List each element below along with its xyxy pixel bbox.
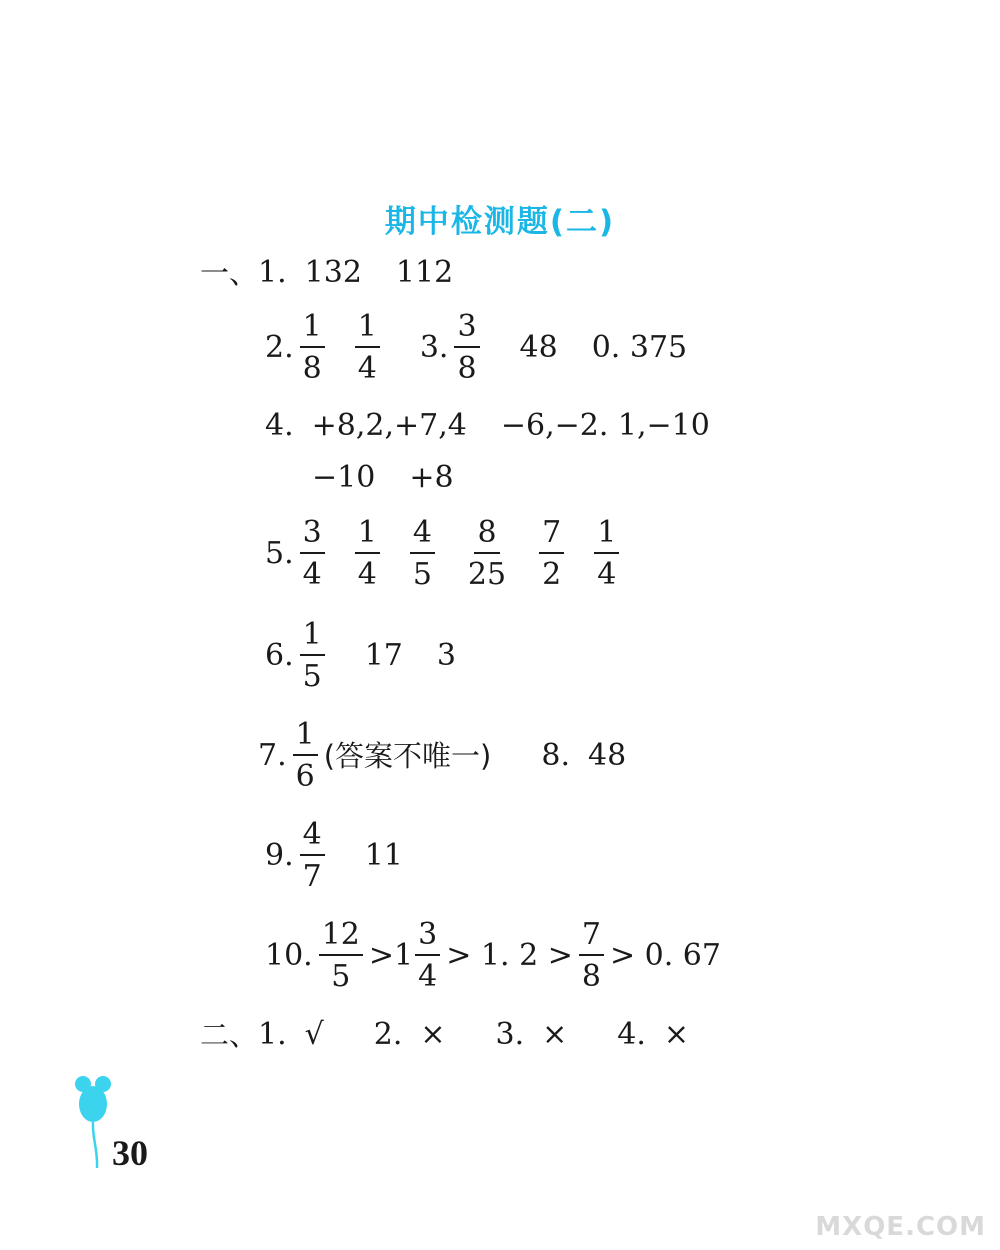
denominator: 4 bbox=[357, 351, 377, 386]
denominator: 4 bbox=[597, 557, 617, 592]
q5-fraction-6 bbox=[594, 515, 619, 592]
q2-fraction-1 bbox=[300, 309, 325, 386]
q4-answer-line2b: +8 bbox=[409, 460, 454, 495]
s2-item-4-number: 4. bbox=[617, 1017, 646, 1052]
greater-than-sign: > bbox=[609, 938, 636, 973]
q3-number: 3. bbox=[419, 330, 449, 365]
denominator: 5 bbox=[331, 959, 351, 994]
q1-answer-a: 132 bbox=[304, 255, 362, 290]
q5-fraction-1 bbox=[300, 515, 325, 592]
denominator: 25 bbox=[467, 557, 507, 592]
mouse-icon bbox=[70, 1072, 116, 1172]
denominator: 8 bbox=[302, 351, 322, 386]
numerator: 7 bbox=[539, 518, 564, 554]
q10-row bbox=[265, 917, 721, 994]
numerator: 1 bbox=[355, 518, 380, 554]
q10-mixed-number bbox=[394, 917, 446, 994]
numerator: 1 bbox=[594, 518, 619, 554]
greater-than-sign: > bbox=[446, 938, 472, 973]
numerator: 8 bbox=[474, 518, 499, 554]
q2-fraction-2 bbox=[355, 309, 380, 386]
page-number: 30 bbox=[112, 1133, 148, 1173]
denominator: 8 bbox=[457, 351, 477, 386]
denominator: 5 bbox=[412, 557, 432, 592]
q5-fraction-4 bbox=[465, 515, 509, 592]
denominator: 2 bbox=[542, 557, 562, 592]
denominator: 4 bbox=[418, 959, 438, 994]
q10-value-3: 1. 2 bbox=[480, 938, 539, 973]
q1-number: 1. bbox=[258, 255, 287, 290]
q4-answer-line1a: +8,2,+7,4 bbox=[311, 408, 467, 443]
q4-row-1 bbox=[265, 408, 710, 443]
q5-fraction-5 bbox=[539, 515, 564, 592]
q1-answer-b: 112 bbox=[395, 255, 454, 290]
s2-item-3-number: 3. bbox=[495, 1017, 525, 1052]
numerator: 1 bbox=[300, 312, 325, 348]
q10-value-5: 0. 67 bbox=[644, 938, 721, 973]
denominator: 5 bbox=[302, 659, 322, 694]
q6-number: 6. bbox=[265, 638, 294, 673]
q9-answer: 11 bbox=[364, 838, 403, 873]
watermark: MXQE.COM bbox=[815, 1212, 986, 1242]
denominator: 7 bbox=[302, 859, 322, 894]
q3-fraction-1 bbox=[454, 309, 479, 386]
s2-item-2-number: 2. bbox=[373, 1017, 403, 1052]
greater-than-sign: > bbox=[547, 938, 573, 973]
section2-label: 二、 bbox=[200, 1017, 259, 1052]
cross-mark: × bbox=[420, 1017, 446, 1052]
q7-q8-row bbox=[258, 717, 627, 794]
q6-fraction-1 bbox=[300, 617, 325, 694]
q5-row bbox=[265, 515, 625, 592]
q9-number: 9. bbox=[265, 838, 294, 873]
numerator: 3 bbox=[454, 312, 479, 348]
denominator: 4 bbox=[302, 557, 322, 592]
numerator: 1 bbox=[293, 720, 318, 756]
numerator: 1 bbox=[300, 620, 325, 656]
q6-row bbox=[265, 617, 456, 694]
q9-fraction-1 bbox=[300, 817, 325, 894]
denominator: 4 bbox=[357, 557, 377, 592]
q7-number: 7. bbox=[258, 738, 287, 773]
q3-answer-b: 0. 375 bbox=[591, 330, 688, 365]
denominator: 6 bbox=[295, 759, 315, 794]
numerator: 4 bbox=[300, 820, 325, 856]
q6-answer-a: 17 bbox=[364, 638, 403, 673]
q2-number: 2. bbox=[265, 330, 294, 365]
q4-number: 4. bbox=[265, 408, 294, 443]
whole-part: 1 bbox=[394, 938, 414, 973]
q1-row bbox=[200, 255, 454, 290]
q8-number: 8. bbox=[541, 738, 570, 773]
q6-answer-b: 3 bbox=[436, 638, 456, 673]
check-mark: √ bbox=[304, 1017, 324, 1052]
numerator: 1 bbox=[355, 312, 380, 348]
q5-number: 5. bbox=[265, 536, 294, 571]
numerator: 4 bbox=[410, 518, 435, 554]
cross-mark: × bbox=[542, 1017, 568, 1052]
q10-fraction-1 bbox=[319, 917, 363, 994]
q5-fraction-2 bbox=[355, 515, 380, 592]
numerator: 3 bbox=[300, 518, 325, 554]
q9-row bbox=[265, 817, 403, 894]
q2-q3-row bbox=[265, 309, 688, 386]
q4-row-2 bbox=[312, 460, 454, 495]
q8-answer: 48 bbox=[587, 738, 627, 773]
q4-answer-line1b: −6,−2. 1,−10 bbox=[500, 408, 710, 443]
fraction-part bbox=[415, 917, 440, 994]
q5-fraction-3 bbox=[410, 515, 435, 592]
section1-label: 一、 bbox=[200, 255, 259, 290]
q3-answer-a: 48 bbox=[519, 330, 558, 365]
section2-row bbox=[200, 1017, 690, 1052]
q7-fraction-1 bbox=[293, 717, 318, 794]
denominator: 8 bbox=[581, 959, 601, 994]
cross-mark: × bbox=[663, 1017, 690, 1052]
numerator: 7 bbox=[579, 920, 604, 956]
q10-number: 10. bbox=[265, 938, 313, 973]
q7-note: (答案不唯一) bbox=[323, 738, 492, 773]
s2-item-1-number: 1. bbox=[258, 1017, 287, 1052]
q4-answer-line2a: −10 bbox=[312, 460, 376, 495]
numerator: 12 bbox=[319, 920, 363, 956]
page-title: 期中检测题(二) bbox=[384, 204, 616, 240]
numerator: 3 bbox=[415, 920, 440, 956]
q10-fraction-3 bbox=[579, 917, 604, 994]
greater-than-sign: > bbox=[368, 938, 395, 973]
